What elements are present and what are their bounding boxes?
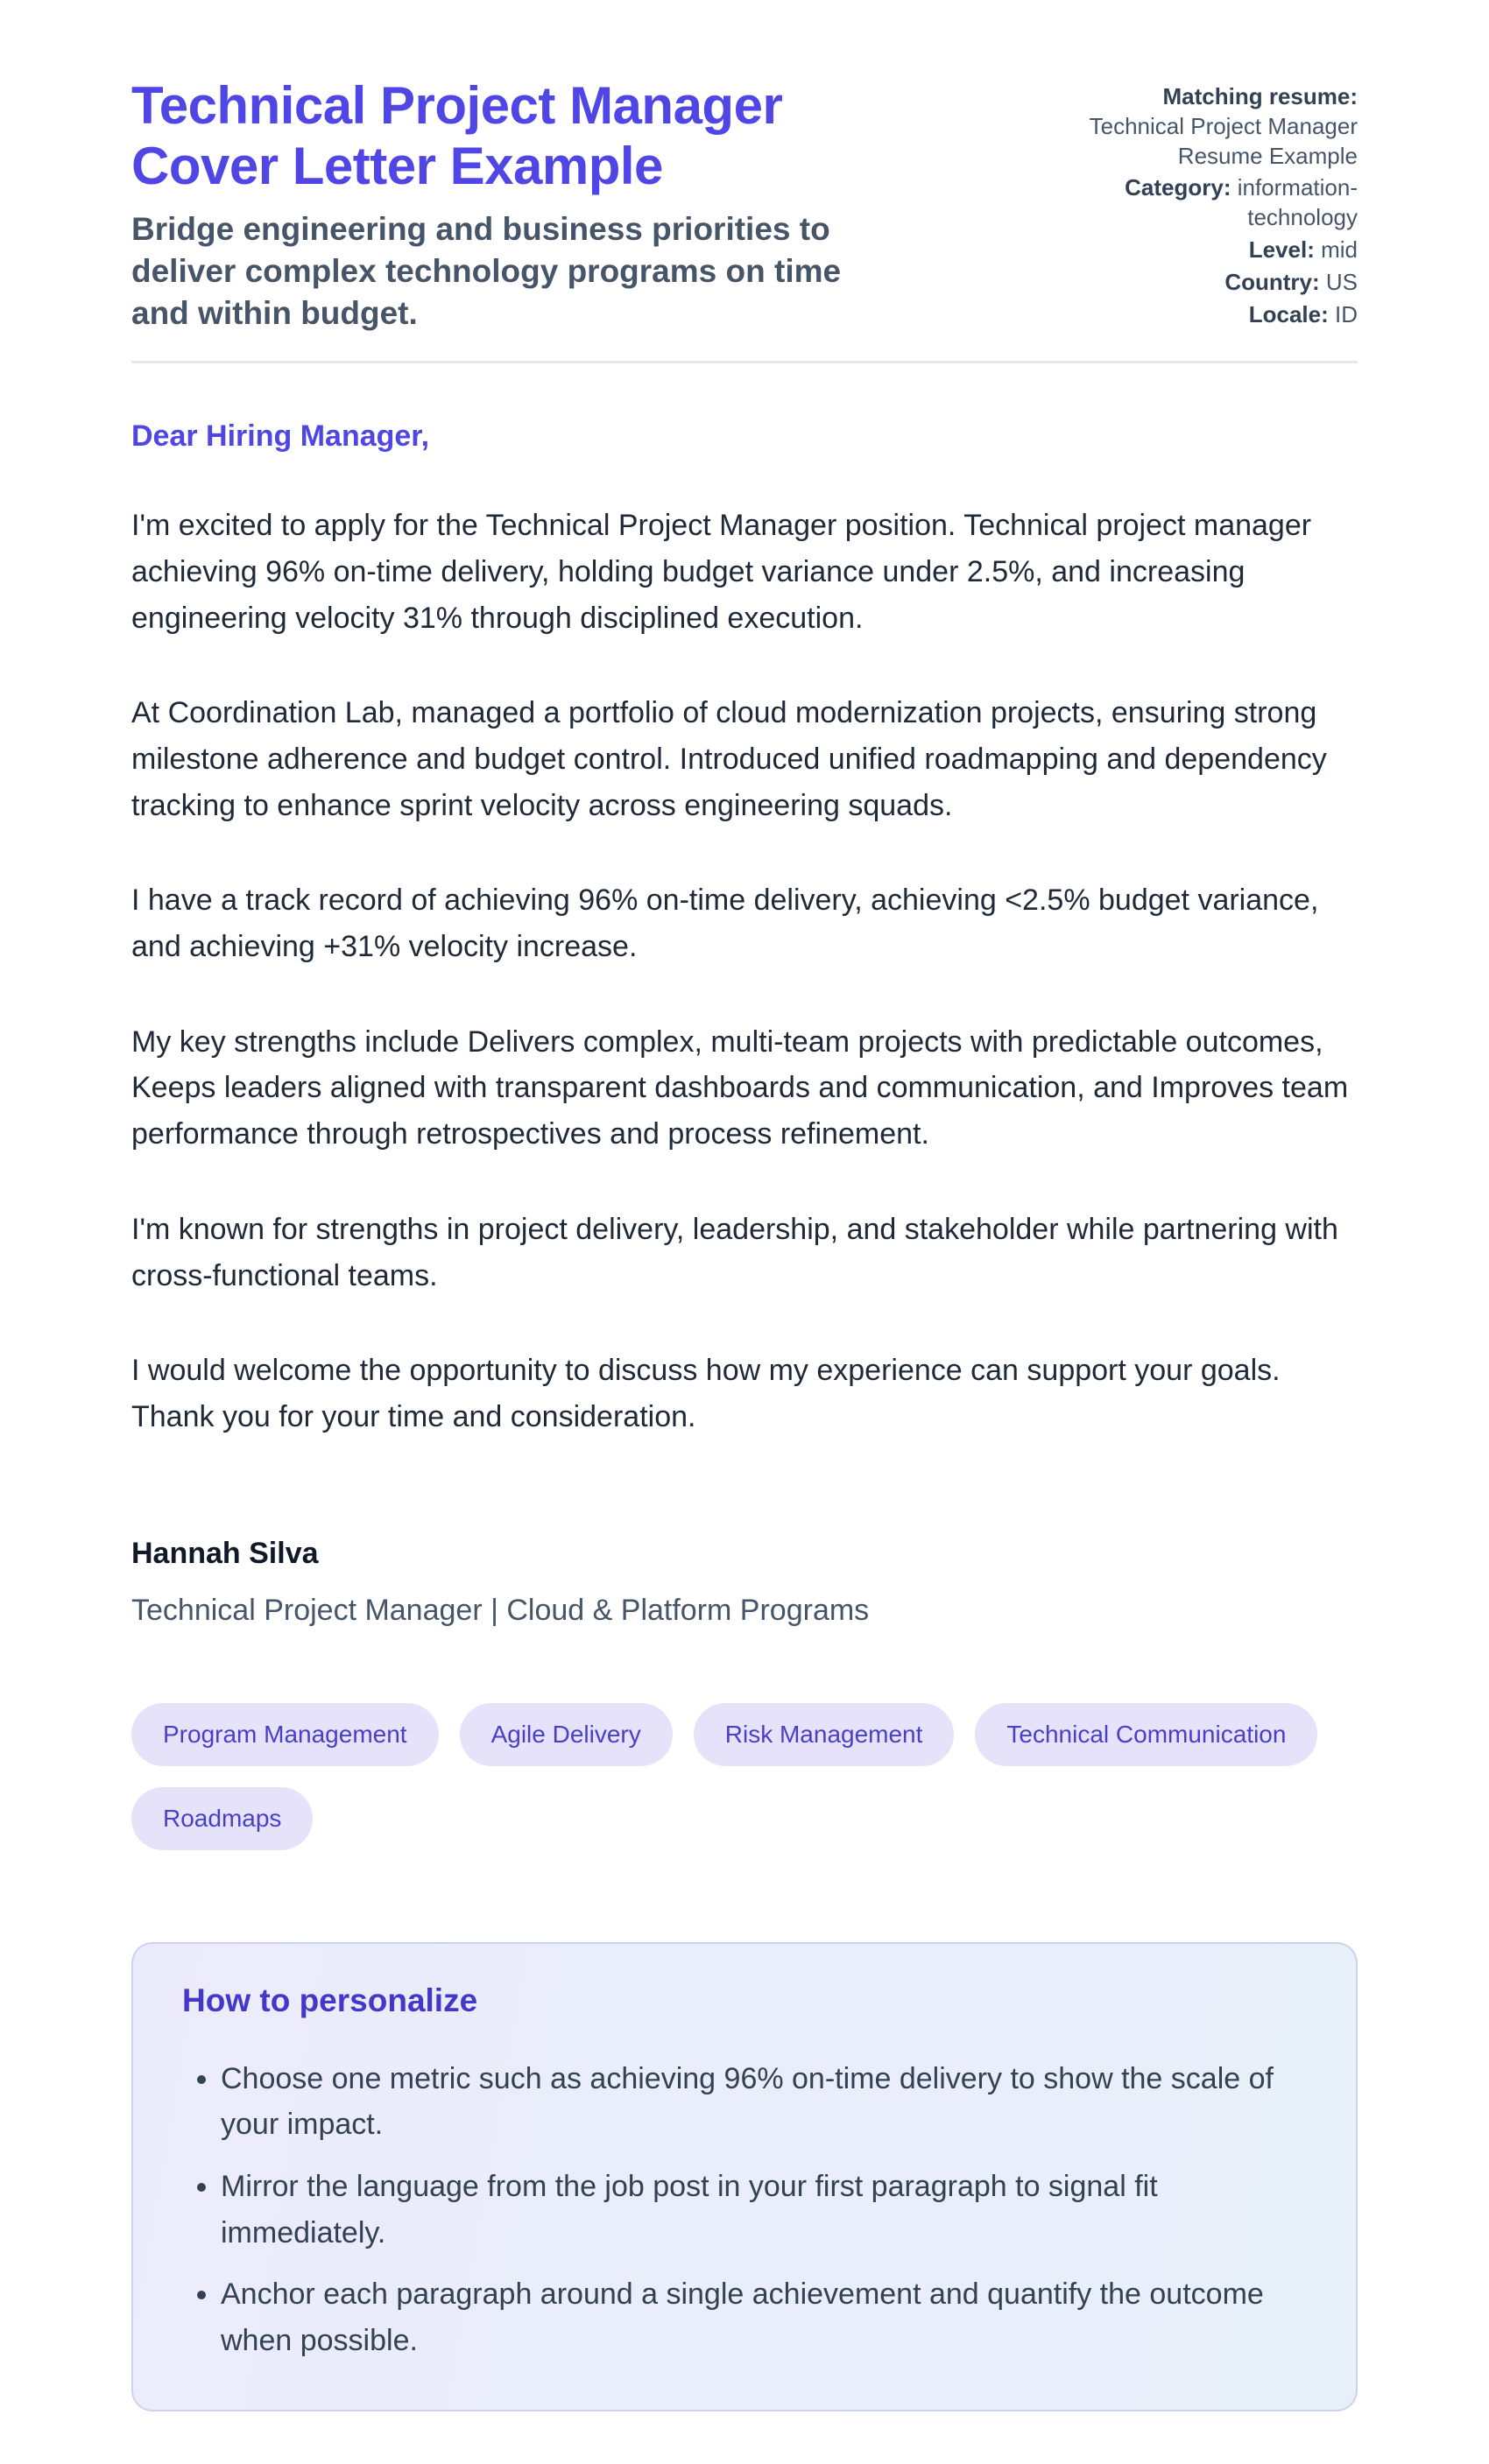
how-to-personalize-title: How to personalize	[182, 1982, 478, 2018]
meta-level-label: Level:	[1248, 236, 1315, 263]
letter-paragraph-4: My key strengths include Delivers complex, multi-team projects with predictable outcomes, Keeps leaders aligned with transparent dashboards and communication, and Improves team performance through retrospectives and process refinement.	[131, 1024, 1349, 1151]
cover-letter-body	[131, 419, 1358, 1627]
letter-paragraph-6: I would welcome the opportunity to discuss how my experience can support your goals. Thank you for your time and consideration.	[131, 1354, 1281, 1433]
letter-greeting: Dear Hiring Manager,	[131, 419, 430, 454]
meta-locale-label: Locale:	[1248, 300, 1329, 327]
page-header	[131, 75, 1358, 334]
signature-role: Technical Project Manager | Cloud & Platform Programs	[131, 1593, 870, 1627]
letter-paragraph-1: I'm excited to apply for the Technical Project Manager position. Technical project manager achieving 96% on-time delivery, holding budget variance under 2.5%, and increasing engineering velocity 31% through disciplined execution.	[131, 509, 1312, 635]
personalize-tip-2: • Mirror the language from the job post in your first paragraph to signal fit immediately.	[221, 2164, 1307, 2256]
skill-tag-program-management: Program Management	[131, 1703, 439, 1766]
meta-locale	[1069, 300, 1358, 330]
personalize-tip-3: • Anchor each paragraph around a single achievement and quantify the outcome when possible.	[221, 2271, 1307, 2363]
skill-tag-technical-communication: Technical Communication	[975, 1703, 1317, 1766]
resume-meta-panel	[1069, 75, 1358, 332]
letter-paragraph-5: I'm known for strengths in project delivery, leadership, and stakeholder while partnering with cross-functional teams.	[131, 1212, 1338, 1292]
how-to-personalize-box	[131, 1942, 1358, 2411]
meta-category	[1069, 173, 1358, 233]
letter-paragraph-3: I have a track record of achieving 96% on-time delivery, achieving <2.5% budget variance, and achieving +31% velocity increase.	[131, 884, 1319, 964]
skill-tags	[131, 1703, 1358, 1850]
header-divider	[131, 361, 1358, 363]
signature-name: Hannah Silva	[131, 1536, 319, 1570]
meta-matching-resume-label: Matching resume:	[1162, 83, 1358, 109]
meta-country	[1069, 268, 1358, 298]
skill-tag-risk-management: Risk Management	[694, 1703, 955, 1766]
how-to-personalize-list	[182, 2056, 1307, 2364]
meta-country-label: Country:	[1224, 268, 1320, 295]
meta-matching-resume	[1069, 82, 1358, 171]
meta-level	[1069, 236, 1358, 265]
header-title-block	[131, 75, 920, 334]
skill-tag-agile-delivery: Agile Delivery	[460, 1703, 673, 1766]
page-subtitle: Bridge engineering and business priorities to deliver complex technology programs on time and within budget.	[131, 211, 842, 332]
meta-level-value: mid	[1321, 236, 1358, 263]
meta-locale-value: ID	[1335, 300, 1358, 327]
skill-tag-roadmaps: Roadmaps	[131, 1787, 313, 1850]
page-title: Technical Project Manager Cover Letter Example	[131, 76, 783, 195]
meta-country-value: US	[1325, 268, 1358, 295]
meta-matching-resume-value: Technical Project Manager Resume Example	[1089, 112, 1358, 169]
personalize-tip-1: • Choose one metric such as achieving 96% on-time delivery to show the scale of your impact.	[221, 2056, 1307, 2148]
meta-category-value: information-technology	[1237, 174, 1358, 231]
meta-category-label: Category:	[1125, 174, 1231, 201]
letter-paragraph-2: At Coordination Lab, managed a portfolio of cloud modernization projects, ensuring strong milestone adherence and budget control. Introduced unified roadmapping and dependency tracking to enhance sprint velocity across engineering squads.	[131, 696, 1327, 822]
